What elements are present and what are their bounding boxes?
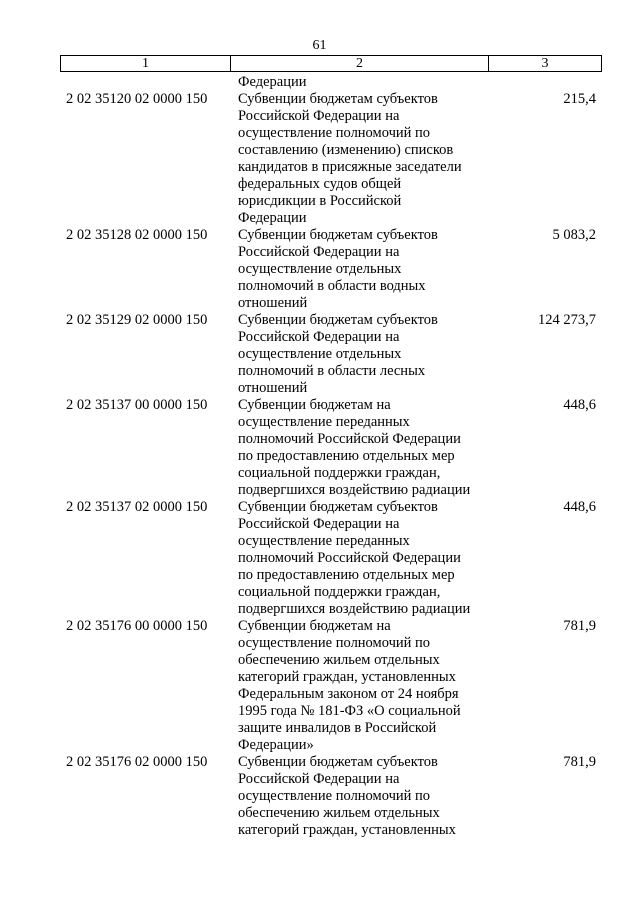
budget-code: 2 02 35176 02 0000 150 (66, 754, 208, 770)
description-line: 1995 года № 181-ФЗ «О социальной (238, 703, 461, 719)
description-line: Российской Федерации на (238, 244, 400, 260)
amount: 781,9 (563, 754, 596, 770)
description-line: подвергшихся воздействию радиации (238, 601, 471, 617)
page-number: 61 (312, 38, 327, 53)
description-line: отношений (238, 380, 308, 396)
budget-code: 2 02 35128 02 0000 150 (66, 227, 208, 243)
table-row (60, 397, 602, 499)
table-row (60, 91, 602, 227)
table-row (60, 227, 602, 312)
table-row (60, 618, 602, 754)
table-header (60, 55, 602, 72)
amount: 124 273,7 (538, 312, 596, 328)
description-line: осуществление полномочий по (238, 125, 431, 141)
table-row (60, 312, 602, 397)
description-line: обеспечению жильем отдельных (238, 805, 440, 821)
income-description (238, 91, 488, 227)
description-line: отношений (238, 295, 308, 311)
description-line: по предоставлению отдельных мер (238, 448, 455, 464)
budget-code: 2 02 35137 00 0000 150 (66, 397, 208, 413)
description-line: подвергшихся воздействию радиации (238, 482, 471, 498)
amount (488, 74, 602, 91)
description-line: осуществление отдельных (238, 346, 402, 362)
description-line: федеральных судов общей (238, 176, 402, 192)
amount: 781,9 (563, 618, 596, 634)
description-line: Субвенции бюджетам субъектов (238, 227, 438, 243)
description-line: Российской Федерации на (238, 108, 400, 124)
header-col-2: 2 (231, 56, 489, 71)
income-description (238, 227, 488, 312)
description-line: осуществление переданных (238, 533, 410, 549)
description-line: Федерации» (238, 737, 314, 753)
description-line: социальной поддержки граждан, (238, 584, 441, 600)
budget-code: 2 02 35129 02 0000 150 (66, 312, 208, 328)
description-line: юрисдикции в Российской (238, 193, 402, 209)
description-line: составлению (изменению) списков (238, 142, 454, 158)
income-description (238, 397, 488, 499)
table-body (60, 74, 602, 839)
description-line: Субвенции бюджетам на (238, 618, 391, 634)
amount: 448,6 (563, 397, 596, 413)
table-row (60, 74, 602, 91)
description-line: Федерации (238, 210, 307, 226)
description-line: Субвенции бюджетам субъектов (238, 91, 438, 107)
amount: 215,4 (563, 91, 596, 107)
income-description (238, 74, 488, 91)
budget-code: 2 02 35176 00 0000 150 (66, 618, 208, 634)
description-line: категорий граждан, установленных (238, 669, 456, 685)
description-line: Субвенции бюджетам субъектов (238, 312, 438, 328)
income-description (238, 754, 488, 839)
description-line: обеспечению жильем отдельных (238, 652, 440, 668)
description-line: полномочий в области водных (238, 278, 426, 294)
description-line: по предоставлению отдельных мер (238, 567, 455, 583)
description-line: Федерации (238, 74, 307, 90)
description-line: социальной поддержки граждан, (238, 465, 441, 481)
description-line: Федеральным законом от 24 ноября (238, 686, 459, 702)
description-line: осуществление отдельных (238, 261, 402, 277)
description-line: осуществление полномочий по (238, 788, 431, 804)
table-row (60, 754, 602, 839)
budget-code: 2 02 35120 02 0000 150 (66, 91, 208, 107)
description-line: защите инвалидов в Российской (238, 720, 437, 736)
income-description (238, 499, 488, 618)
description-line: Российской Федерации на (238, 516, 400, 532)
description-line: Российской Федерации на (238, 771, 400, 787)
description-line: кандидатов в присяжные заседатели (238, 159, 462, 175)
description-line: Российской Федерации на (238, 329, 400, 345)
amount: 5 083,2 (552, 227, 596, 243)
income-description (238, 618, 488, 754)
description-line: Субвенции бюджетам на (238, 397, 391, 413)
income-description (238, 312, 488, 397)
description-line: Субвенции бюджетам субъектов (238, 499, 438, 515)
header-col-1: 1 (61, 56, 231, 71)
description-line: полномочий в области лесных (238, 363, 426, 379)
description-line: осуществление переданных (238, 414, 410, 430)
budget-code: 2 02 35137 02 0000 150 (66, 499, 208, 515)
description-line: Субвенции бюджетам субъектов (238, 754, 438, 770)
description-line: категорий граждан, установленных (238, 822, 456, 838)
amount: 448,6 (563, 499, 596, 515)
budget-code (60, 74, 238, 91)
table-row (60, 499, 602, 618)
description-line: осуществление полномочий по (238, 635, 431, 651)
header-col-3: 3 (541, 56, 549, 71)
description-line: полномочий Российской Федерации (238, 431, 461, 447)
description-line: полномочий Российской Федерации (238, 550, 461, 566)
